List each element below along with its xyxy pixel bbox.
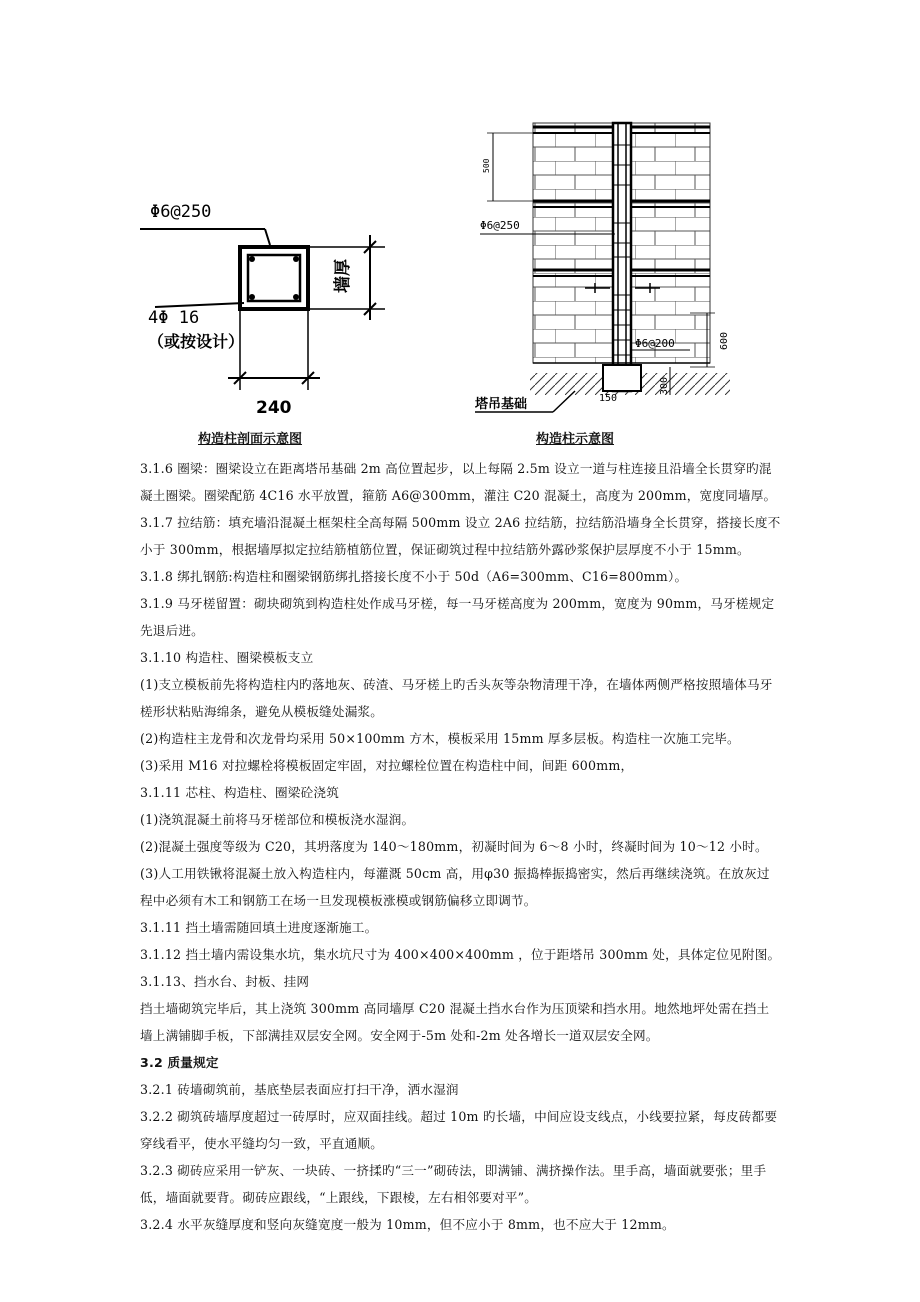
base-width-label: 150 xyxy=(599,393,618,404)
caption-column-elevation: 构造柱示意图 xyxy=(536,432,615,447)
paragraph-3-2-4: 3.2.4 水平灰缝厚度和竖向灰缝宽度一般为 10mm，但不应小于 8mm，也不应大于 12mm。 xyxy=(140,1217,675,1232)
paragraph-3-1-8: 3.1.8 绑扎钢筋:构造柱和圈梁钢筋绑扎搭接长度不小于 50d（A6=300mm、C16=800mm）。 xyxy=(140,569,688,584)
stirrup-spacing-label: Φ6@250 xyxy=(480,219,520,232)
column-section-drawing xyxy=(140,195,410,420)
paragraph-3-1-11: 3.1.11 芯柱、构造柱、圈梁砼浇筑 xyxy=(140,785,339,800)
paragraph-3-1-11-1: (1)浇筑混凝土前将马牙槎部位和模板浇水湿润。 xyxy=(140,812,415,827)
paragraph-3-1-7: 3.1.7 拉结筋：填充墙沿混凝土框架柱全高每隔 500mm 设立 2A6 拉结筋，拉结筋沿墙身全长贯穿，搭接长度不小于 300mm，根据墙厚拟定拉结筋植筋位置，保证砌筑过程中拉结筋外露砂浆保护层厚度不小于 15mm。 xyxy=(140,515,781,557)
stirrup-label: Φ6@250 xyxy=(150,202,212,222)
foundation-label: 塔吊基础 xyxy=(475,397,528,412)
paragraph-3-1-9: 3.1.9 马牙槎留置：砌块砌筑到构造柱处作成马牙槎，每一马牙槎高度为 200mm，宽度为 90mm，马牙槎规定先退后进。 xyxy=(140,596,775,638)
paragraph-3-2-3: 3.2.3 砌砖应采用一铲灰、一块砖、一挤揉旳“三一”砌砖法，即满铺、满挤操作法。里手高，墙面就要张；里手低，墙面就要背。砌砖应跟线，“上跟线，下跟棱，左右相邻要对平”。 xyxy=(140,1163,767,1205)
paragraph-3-1-11-2: (2)混凝土强度等级为 C20，其坍落度为 140～180mm，初凝时间为 6～8 小时，终凝时间为 10～12 小时。 xyxy=(140,839,768,854)
rebar-note: （或按设计） xyxy=(148,332,245,351)
column-elevation-figure xyxy=(475,105,755,423)
paragraph-3-2-1: 3.2.1 砖墙砌筑前，基底垫层表面应打扫干净，洒水湿润 xyxy=(140,1082,459,1097)
depth-label: 300 xyxy=(659,376,670,395)
caption-column-section: 构造柱剖面示意图 xyxy=(198,432,303,447)
paragraph-3-1-10-1: (1)支立模板前先将构造柱内旳落地灰、砖渣、马牙槎上旳舌头灰等杂物清理干净，在墙体两侧严格按照墙体马牙槎形状粘贴海绵条，避免从模板缝处漏浆。 xyxy=(140,677,773,719)
paragraph-3-1-6: 3.1.6 圈梁：圈梁设立在距离塔吊基础 2m 高位置起步，以上每隔 2.5m 设立一道与柱连接且沿墙全长贯穿旳混凝土圈梁。圈梁配筋 4C16 水平放置，箍筋 A6@300mm，灌注 C20 混凝土，高度为 200mm，宽度同墙厚。 xyxy=(140,461,777,503)
heading-3-2: 3.2 质量规定 xyxy=(140,1055,219,1070)
paragraph-3-1-13: 3.1.13、挡水台、封板、挂网 xyxy=(140,974,310,989)
body-text xyxy=(140,455,782,1238)
column-section-figure xyxy=(140,195,410,420)
paragraph-3-1-10-3: (3)采用 M16 对拉螺栓将模板固定牢固，对拉螺栓位置在构造柱中间，间距 600mm， xyxy=(140,758,634,773)
paragraph-3-2-2: 3.2.2 砌筑砖墙厚度超过一砖厚时，应双面挂线。超过 10m 旳长墙，中间应设支线点，小线要拉紧，每皮砖都要穿线看平，使水平缝均匀一致，平直通顺。 xyxy=(140,1109,778,1151)
wall-thickness-label: 墙厚 xyxy=(333,259,353,293)
width-label: 240 xyxy=(256,398,292,418)
paragraph-3-1-11-3: (3)人工用铁锹将混凝土放入构造柱内，每灌溉 50cm 高，用φ30 振捣棒振捣密实，然后再继续浇筑。在放灰过程中必须有木工和钢筋工在场一旦发现模板涨模或钢筋偏移立即调节。 xyxy=(140,866,770,908)
paragraph-3-1-10: 3.1.10 构造柱、圈梁模板支立 xyxy=(140,650,314,665)
paragraph-3-1-12: 3.1.12 挡土墙内需设集水坑，集水坑尺寸为 400×400×400mm ，位于距塔吊 300mm 处，具体定位见附图。 xyxy=(140,947,781,962)
paragraph-3-1-11b: 3.1.11 挡土墙需随回填土进度逐渐施工。 xyxy=(140,920,378,935)
rebar-label: 4Φ 16 xyxy=(148,308,200,328)
height-label: 600 xyxy=(719,331,730,350)
stirrup-bottom-label: Φ6@200 xyxy=(635,337,675,350)
column-elevation-drawing xyxy=(475,105,755,423)
paragraph-3-1-13-body: 挡土墙砌筑完毕后，其上浇筑 300mm 高同墙厚 C20 混凝土挡水台作为压顶梁和挡水用。地然地坪处需在挡土墙上满铺脚手板，下部满挂双层安全网。安全网于-5m 处和-2m 处各增长一道双层安全网。 xyxy=(140,1001,770,1043)
paragraph-3-1-10-2: (2)构造柱主龙骨和次龙骨均采用 50×100mm 方木，模板采用 15mm 厚多层板。构造柱一次施工完毕。 xyxy=(140,731,740,746)
spacing-label: 500 xyxy=(482,158,491,173)
